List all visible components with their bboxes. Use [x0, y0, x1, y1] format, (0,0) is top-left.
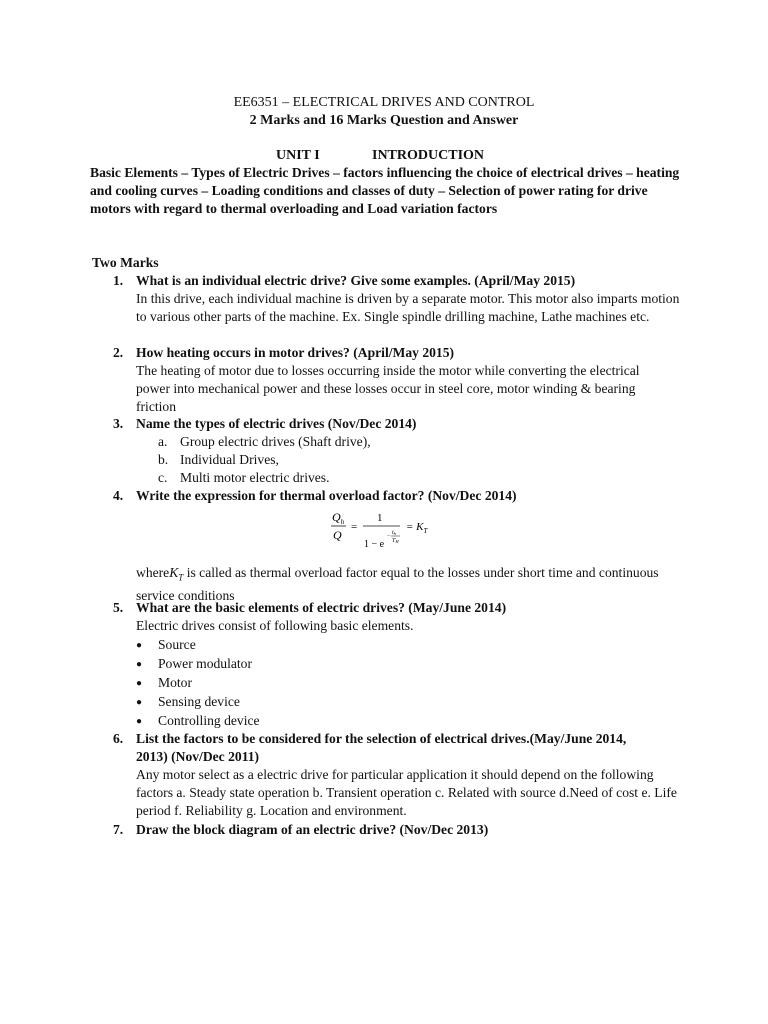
question-1: [113, 272, 683, 326]
question-number: 1.: [113, 273, 124, 288]
formula-exp-denominator: TH: [392, 538, 399, 544]
formula-numerator-left: $Q_h$: [332, 510, 345, 526]
answer-text: The heating of motor due to losses occurring inside the motor while converting the electrical power into mechanical power and these losses occur in steel core, motor winding & bearing friction: [136, 363, 640, 414]
list-item: b. Individual Drives,: [158, 452, 279, 467]
question-text: Write the expression for thermal overload factor? (Nov/Dec 2014): [136, 488, 517, 503]
bullet-item: ● Controlling device: [136, 712, 260, 731]
kt-symbol: $K_T$: [169, 565, 184, 583]
answer-text: Electric drives consist of following basic elements.: [136, 618, 414, 633]
bullet-item: ● Source: [136, 636, 196, 655]
formula-exp-sign: −: [387, 533, 391, 539]
question-text: What are the basic elements of electric drives? (May/June 2014): [136, 600, 507, 615]
course-title: EE6351 – ELECTRICAL DRIVES AND CONTROL: [233, 95, 535, 110]
formula-numerator-right: 1: [377, 512, 383, 524]
bullet-item: ● Power modulator: [136, 655, 252, 674]
formula-result: = $K_T$: [406, 521, 428, 535]
bullet-icon: ●: [136, 640, 143, 651]
question-number: 5.: [113, 600, 124, 615]
bullet-icon: ●: [136, 697, 143, 708]
question-2: [113, 344, 683, 416]
formula-graphic: [330, 508, 460, 556]
unit-title: INTRODUCTION: [372, 148, 485, 163]
answer-text: Any motor select as a electric drive for particular application it should depend on the following factors a. Steady state operation b. Transient operation c. Related with source d.Need of cost e. Life period f. Reliability g. Location and environment.: [136, 767, 677, 818]
question-text: Name the types of electric drives (Nov/Dec 2014): [136, 416, 417, 431]
question-number: 3.: [113, 416, 124, 431]
bullet-item: ● Motor: [136, 674, 192, 693]
question-text: List the factors to be considered for the selection of electrical drives.(May/June 2014, 2013) (Nov/Dec 2011): [136, 731, 627, 764]
answer-text: In this drive, each individual machine is driven by a separate motor. This motor also imparts motion to various other parts of the machine. Ex. Single spindle drilling machine, Lathe machines etc.: [136, 291, 680, 324]
question-number: 2.: [113, 345, 124, 360]
answer-text: whereK$_T$ is called as thermal overload factor equal to the losses under short time and continuous service conditions: [136, 565, 659, 603]
unit-syllabus: Basic Elements – Types of Electric Drives – factors influencing the choice of electrical drives – heating and cooling curves – Loading conditions and classes of duty – Selection of power rating for drive motors with regard to thermal overloading and Load variation factors: [90, 165, 680, 216]
question-4: [113, 487, 683, 505]
bullet-icon: ●: [136, 678, 143, 689]
question-text: How heating occurs in motor drives? (April/May 2015): [136, 345, 455, 360]
question-number: 7.: [113, 822, 124, 837]
question-5: [113, 599, 683, 635]
formula-equals: =: [351, 521, 358, 533]
formula-exp-numerator: th: [392, 530, 396, 536]
question-3: [113, 415, 683, 433]
list-item: c. Multi motor electric drives.: [158, 470, 330, 485]
question-number: 4.: [113, 488, 124, 503]
list-item: a. Group electric drives (Shaft drive),: [158, 434, 371, 449]
bullet-icon: ●: [136, 716, 143, 727]
question-7: [113, 821, 683, 839]
formula-denominator-left: Q: [333, 528, 342, 542]
bullet-icon: ●: [136, 659, 143, 670]
formula-denominator-right: 1 − e: [364, 539, 385, 550]
document-subtitle: 2 Marks and 16 Marks Question and Answer: [249, 113, 519, 128]
unit-label: UNIT I: [276, 148, 320, 163]
question-text: What is an individual electric drive? Give some examples. (April/May 2015): [136, 273, 576, 288]
thermal-overload-formula: [330, 508, 460, 556]
bullet-item: ● Sensing device: [136, 693, 240, 712]
question-text: Draw the block diagram of an electric drive? (Nov/Dec 2013): [136, 822, 489, 837]
question-6: [113, 730, 683, 820]
question-number: 6.: [113, 731, 124, 746]
section-title: Two Marks: [92, 255, 159, 270]
